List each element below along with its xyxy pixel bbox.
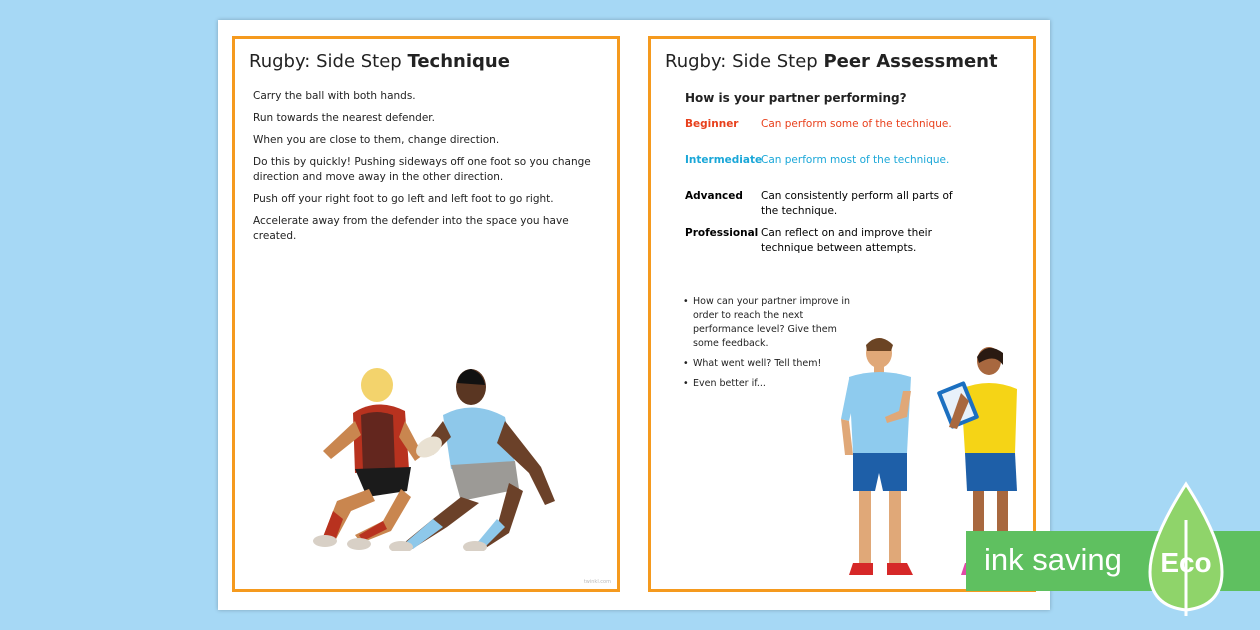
title-bold: Peer Assessment <box>823 51 998 72</box>
feedback-prompts <box>683 295 853 397</box>
technique-steps <box>253 89 603 251</box>
level-description: Can consistently perform all parts of the technique. <box>761 190 953 217</box>
peer-assessment-card-title <box>665 51 998 72</box>
level-name: Intermediate <box>685 154 763 166</box>
level-description: Can reflect on and improve their technique between attempts. <box>761 227 932 254</box>
assessment-question: How is your partner performing? <box>685 91 907 105</box>
level-name: Beginner <box>685 118 739 130</box>
rugby-players-illustration <box>283 351 583 551</box>
bullet-text: Even better if... <box>693 378 766 389</box>
step-text: Push off your right foot to go left and left foot to go right. <box>253 193 554 205</box>
title-plain: Rugby: Side Step <box>249 51 408 72</box>
technique-card <box>232 36 620 592</box>
ink-saving-label: ink saving <box>984 542 1122 577</box>
worksheet-sheet <box>218 20 1050 610</box>
list-item: • What went well? Tell them! <box>683 358 822 369</box>
level-description: Can perform most of the technique. <box>761 154 950 166</box>
level-description: Can perform some of the technique. <box>761 118 952 130</box>
step-text: Do this by quickly! Pushing sideways off one foot so you change direction and move away in the other direction. <box>253 156 591 183</box>
step-text: When you are close to them, change direction. <box>253 134 500 146</box>
step-text: Carry the ball with both hands. <box>253 90 416 102</box>
list-item: • How can your partner improve in order to reach the next performance level? Give them some feedback. <box>683 295 853 351</box>
peer-assessment-card <box>648 36 1036 592</box>
title-bold: Technique <box>407 51 510 72</box>
coach-figure <box>841 338 913 575</box>
list-item: • Even better if... <box>683 378 766 389</box>
step-text: Run towards the nearest defender. <box>253 112 435 124</box>
eco-leaf-icon <box>1140 480 1240 620</box>
bullet-text: What went well? Tell them! <box>693 358 822 369</box>
ball-carrier-player <box>389 369 555 551</box>
watermark: twinkl.com <box>583 579 611 585</box>
title-plain: Rugby: Side Step <box>665 51 824 72</box>
level-name: Advanced <box>685 190 743 202</box>
eco-leaf-label: Eco <box>1160 547 1212 578</box>
defender-player <box>313 368 423 550</box>
level-name: Professional <box>685 227 759 239</box>
bullet-text: How can your partner improve in order to reach the next performance level? Give them some feedback. <box>693 296 851 349</box>
technique-card-title <box>249 51 510 72</box>
step-text: Accelerate away from the defender into the space you have created. <box>253 215 569 242</box>
